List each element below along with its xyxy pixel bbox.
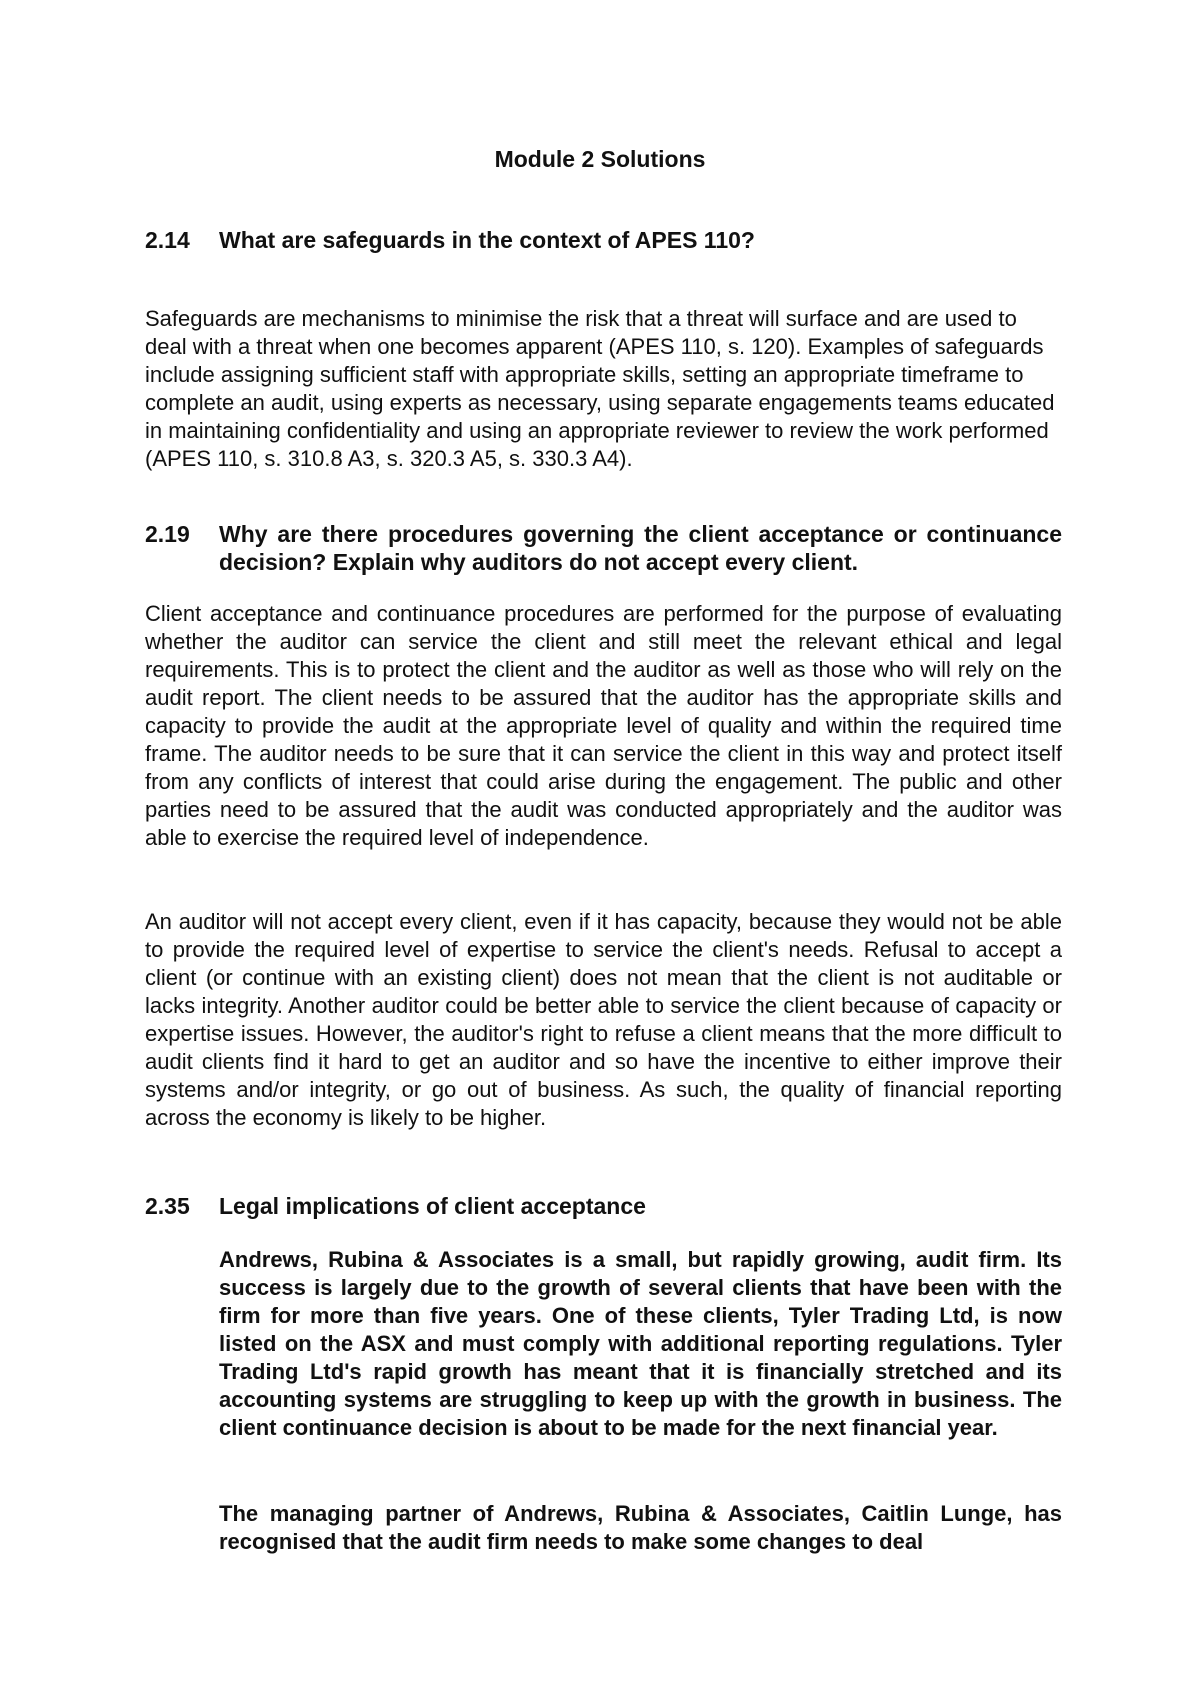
page-title: Module 2 Solutions bbox=[494, 146, 706, 172]
section-heading-text: Legal implications of client acceptance bbox=[219, 1193, 646, 1219]
section-number: 2.19 bbox=[145, 521, 190, 547]
paragraph-auditor-refusal: An auditor will not accept every client, even if it has capacity, because they would not be able to provide the required level of expertise to service the client's needs. Refusal to accept a client (or continue with an existing client) does not mean that the client is not auditable or lacks integrity. Another auditor could be better able to service the client because of capacity or expertise issues. However, the auditor's right to refuse a client means that the more difficult to audit clients find it hard to get an auditor and so have the incentive to either improve their systems and/or integrity, or go out of business. As such, the quality of financial reporting across the economy is likely to be higher. bbox=[145, 909, 1062, 1130]
section-heading-2-19 bbox=[145, 520, 1062, 576]
case-study-paragraph-2: The managing partner of Andrews, Rubina & Associates, Caitlin Lunge, has recognised that the audit firm needs to make some changes to deal bbox=[219, 1501, 1062, 1554]
section-heading-text: What are safeguards in the context of APES 110? bbox=[219, 227, 755, 253]
paragraph-safeguards: Safeguards are mechanisms to minimise the risk that a threat will surface and are used to deal with a threat when one becomes apparent (APES 110, s. 120). Examples of safeguards include assigning sufficient staff with appropriate skills, setting an appropriate timeframe to complete an audit, using experts as necessary, using separate engagements teams educated in maintaining confidentiality and using an appropriate reviewer to review the work performed (APES 110, s. 310.8 A3, s. 320.3 A5, s. 330.3 A4). bbox=[145, 306, 1055, 471]
case-study-paragraph-1: Andrews, Rubina & Associates is a small, but rapidly growing, audit firm. Its success is largely due to the growth of several clients that have been with the firm for more than five years. One of these clients, Tyler Trading Ltd, is now listed on the ASX and must comply with additional reporting regulations. Tyler Trading Ltd's rapid growth has meant that it is financially stretched and its accounting systems are struggling to keep up with the growth in business. The client continuance decision is about to be made for the next financial year. bbox=[219, 1247, 1062, 1440]
section-heading-text: Why are there procedures governing the client acceptance or continuance decision? Explain why auditors do not accept every client. bbox=[219, 521, 1062, 575]
section-number: 2.35 bbox=[145, 1193, 190, 1219]
paragraph-acceptance-procedures: Client acceptance and continuance procedures are performed for the purpose of evaluating whether the auditor can service the client and still meet the relevant ethical and legal requirements. This is to protect the client and the auditor as well as those who will rely on the audit report. The client needs to be assured that the auditor has the appropriate skills and capacity to provide the audit at the appropriate level of quality and within the required time frame. The auditor needs to be sure that it can service the client in this way and protect itself from any conflicts of interest that could arise during the engagement. The public and other parties need to be assured that the audit was conducted appropriately and the auditor was able to exercise the required level of independence. bbox=[145, 601, 1062, 850]
section-number: 2.14 bbox=[145, 227, 190, 253]
section-heading-2-35 bbox=[145, 1192, 1062, 1220]
section-heading-2-14 bbox=[145, 226, 1062, 254]
